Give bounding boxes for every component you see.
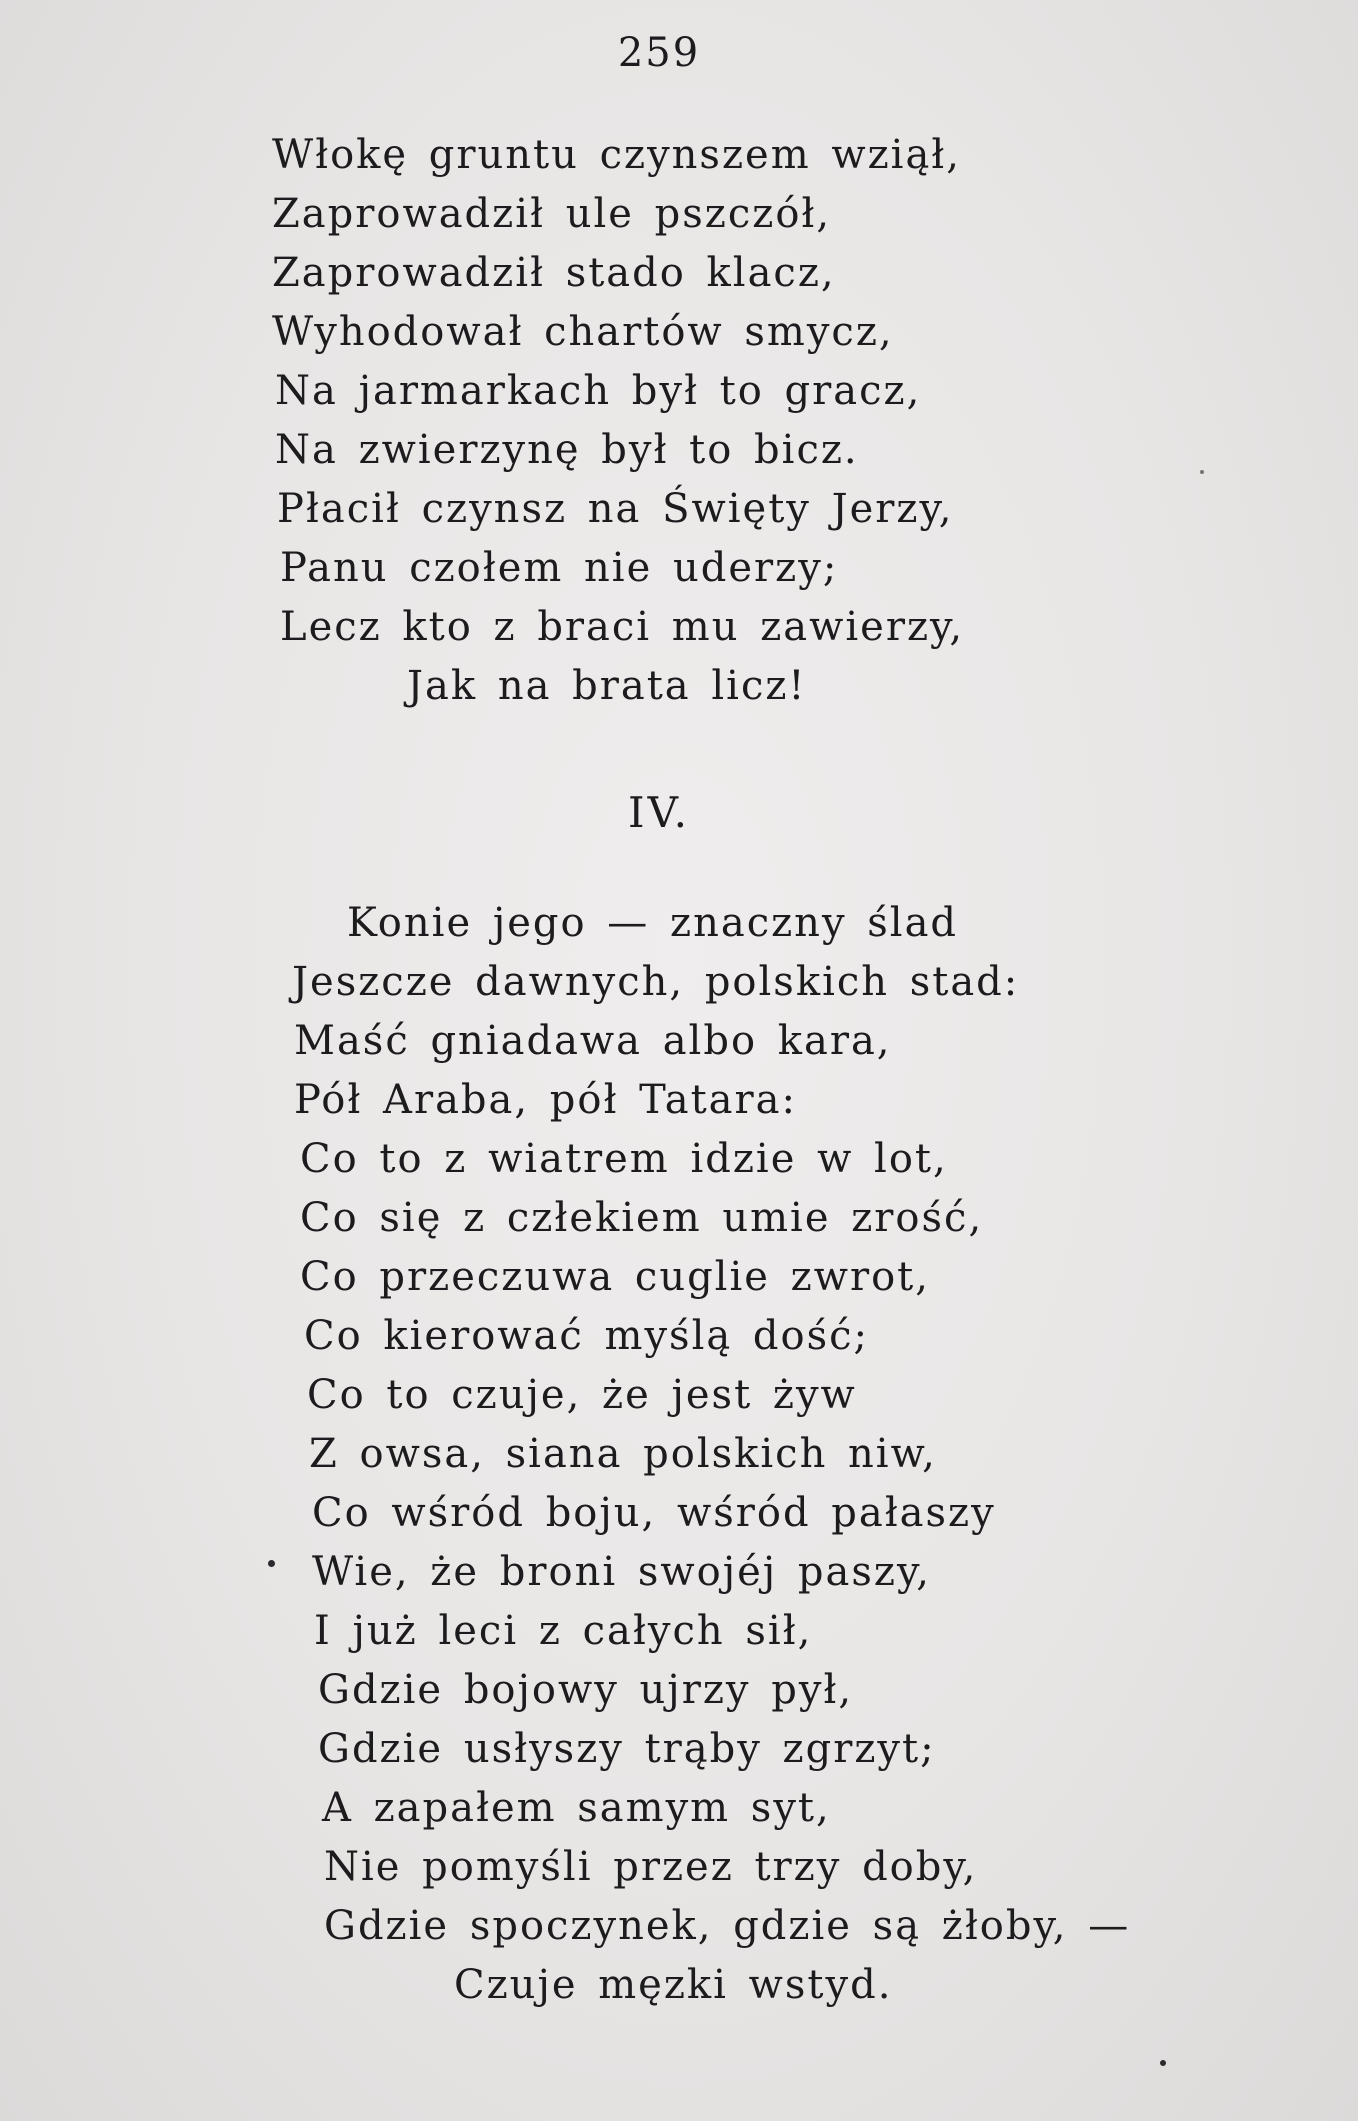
verse-line: Gdzie spoczynek, gdzie są żłoby, — (324, 1903, 1131, 1949)
page-number: 259 (617, 30, 701, 76)
verse-line: A zapałem samym syt, (322, 1785, 831, 1831)
verse-line: Płacił czynsz na Święty Jerzy, (277, 486, 954, 532)
verse-line: Włokę gruntu czynszem wziął, (272, 132, 961, 178)
verse-line: Konie jego — znaczny ślad (347, 900, 959, 946)
verse-line: Gdzie usłyszy trąby zgrzyt; (318, 1726, 936, 1772)
ink-speck (268, 1560, 275, 1567)
verse-line: Gdzie bojowy ujrzy pył, (318, 1667, 854, 1713)
verse-line: Co przeczuwa cuglie zwrot, (300, 1254, 930, 1300)
ink-speck (1160, 2060, 1166, 2066)
verse-line: Co kierować myślą dość; (304, 1313, 870, 1359)
verse-line: Na jarmarkach był to gracz, (275, 368, 922, 414)
verse-line: Co się z człekiem umie zrość, (300, 1195, 984, 1241)
verse-line: Czuje męzki wstyd. (454, 1962, 893, 2008)
ink-speck (1200, 470, 1204, 474)
verse-line: Nie pomyśli przez trzy doby, (324, 1844, 978, 1890)
section-heading: IV. (628, 788, 690, 837)
verse-line: Wie, że broni swojéj paszy, (312, 1549, 931, 1595)
verse-line: Jeszcze dawnych, polskich stad: (292, 959, 1020, 1005)
verse-line: I już leci z całych sił, (314, 1608, 813, 1654)
verse-line: Co wśród boju, wśród pałaszy (312, 1490, 996, 1536)
verse-line: Co to z wiatrem idzie w lot, (300, 1136, 948, 1182)
verse-line: Z owsa, siana polskich niw, (309, 1431, 937, 1477)
verse-line: Panu czołem nie uderzy; (280, 545, 839, 591)
verse-line: Lecz kto z braci mu zawierzy, (280, 604, 965, 650)
verse-line: Zaprowadził ule pszczół, (272, 191, 832, 237)
verse-line: Maść gniadawa albo kara, (294, 1018, 892, 1064)
verse-line: Wyhodował chartów smycz, (272, 309, 894, 355)
verse-line: Zaprowadził stado klacz, (272, 250, 836, 296)
verse-line: Pół Araba, pół Tatara: (294, 1077, 797, 1123)
verse-line: Co to czuje, że jest żyw (307, 1372, 857, 1418)
verse-line: Na zwierzynę był to bicz. (275, 427, 859, 473)
verse-line: Jak na brata licz! (407, 663, 807, 709)
